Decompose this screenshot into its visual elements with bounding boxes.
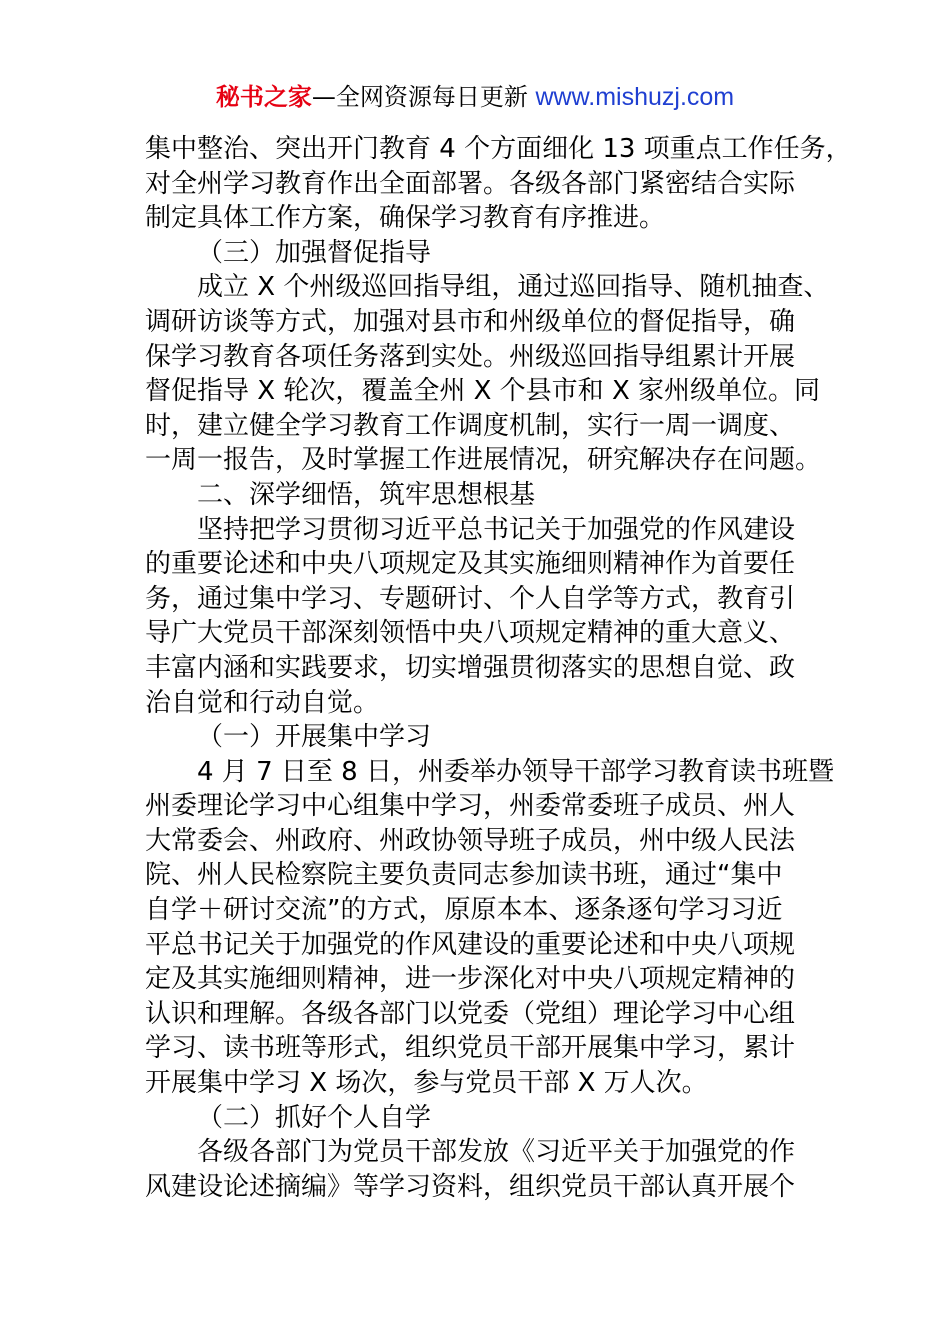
text-line: 一周一报告，及时掌握工作进展情况，研究解决存在问题。 <box>145 445 822 476</box>
text-line: 调研访谈等方式，加强对县市和州级单位的督促指导，确 <box>145 306 796 337</box>
text-line: 丰富内涵和实践要求，切实增强贯彻落实的思想自觉、政 <box>145 652 796 683</box>
text-line: 州委理论学习中心组集中学习，州委常委班子成员、州人 <box>145 791 796 822</box>
site-url-link[interactable]: www.mishuzj.com <box>535 83 735 111</box>
text-line: 督促指导 X 轮次，覆盖全州 X 个县市和 X 家州级单位。同 <box>145 376 821 407</box>
text-line: 的重要论述和中央八项规定及其实施细则精神作为首要任 <box>145 549 796 580</box>
text-line: 开展集中学习 X 场次，参与党员干部 X 万人次。 <box>145 1068 708 1099</box>
text-line: 坚持把学习贯彻习近平总书记关于加强党的作风建设 <box>197 514 796 545</box>
text-line: 院、州人民检察院主要负责同志参加读书班，通过“集中 <box>145 860 783 891</box>
text-line: 保学习教育各项任务落到实处。州级巡回指导组累计开展 <box>145 341 796 372</box>
text-line: （三）加强督促指导 <box>197 237 432 268</box>
text-line: 自学＋研讨交流”的方式，原原本本、逐条逐句学习习近 <box>145 895 783 926</box>
site-tagline: —全网资源每日更新 <box>311 83 528 111</box>
text-line: 务，通过集中学习、专题研讨、个人自学等方式，教育引 <box>145 583 796 614</box>
text-line: 认识和理解。各级各部门以党委（党组）理论学习中心组 <box>145 998 796 1029</box>
text-line: 4 月 7 日至 8 日，州委举办领导干部学习教育读书班暨 <box>197 756 834 787</box>
text-line: 制定具体工作方案，确保学习教育有序推进。 <box>145 203 666 234</box>
text-line: 治自觉和行动自觉。 <box>145 687 380 718</box>
text-line: 各级各部门为党员干部发放《习近平关于加强党的作 <box>197 1137 796 1168</box>
text-line: 导广大党员干部深刻领悟中央八项规定精神的重大意义、 <box>145 618 796 649</box>
text-line: 二、深学细悟，筑牢思想根基 <box>197 479 536 510</box>
text-line: 集中整治、突出开门教育 4 个方面细化 13 项重点工作任务， <box>145 134 852 164</box>
text-line: 学习、读书班等形式，组织党员干部开展集中学习，累计 <box>145 1033 796 1064</box>
text-line: （二）抓好个人自学 <box>197 1102 432 1133</box>
document-body <box>145 132 852 1204</box>
site-header <box>0 80 950 114</box>
text-line: 平总书记关于加强党的作风建设的重要论述和中央八项规 <box>145 929 796 960</box>
text-line: 定及其实施细则精神，进一步深化对中央八项规定精神的 <box>145 964 796 995</box>
text-line: （一）开展集中学习 <box>197 722 432 753</box>
text-line: 时，建立健全学习教育工作调度机制，实行一周一调度、 <box>145 410 796 441</box>
text-line: 对全州学习教育作出全面部署。各级各部门紧密结合实际 <box>145 168 796 199</box>
text-line: 大常委会、州政府、州政协领导班子成员，州中级人民法 <box>145 825 796 856</box>
text-line: 风建设论述摘编》等学习资料，组织党员干部认真开展个 <box>145 1171 796 1202</box>
site-brand: 秘书之家 <box>215 83 312 111</box>
text-line: 成立 X 个州级巡回指导组，通过巡回指导、随机抽查、 <box>197 272 830 303</box>
